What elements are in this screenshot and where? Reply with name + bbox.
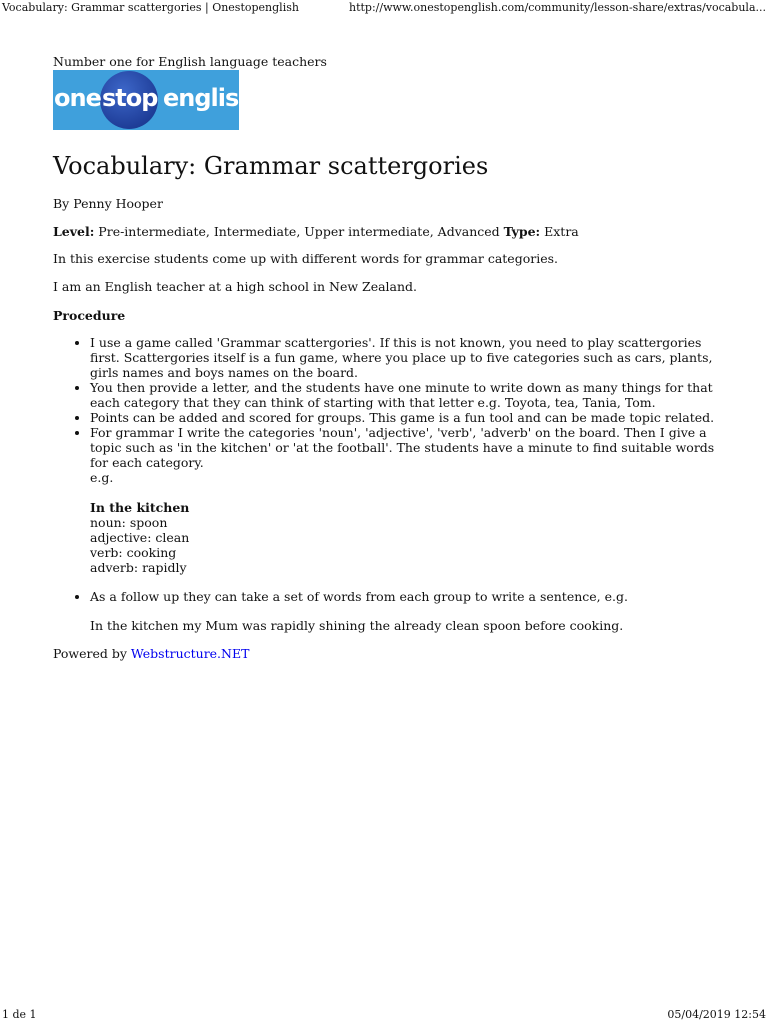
example-line: adjective: clean xyxy=(90,530,190,545)
print-page-title: Vocabulary: Grammar scattergories | Onestopenglish xyxy=(2,1,299,14)
procedure-step: • Points can be added and scored for groups. This game is a fun tool and can be made topic related. xyxy=(90,410,723,425)
webstructure-link[interactable]: Webstructure.NET xyxy=(130,646,250,661)
type-value: Extra xyxy=(540,224,579,239)
onestopenglish-logo[interactable] xyxy=(53,70,255,130)
author-about: I am an English teacher at a high school in New Zealand. xyxy=(53,279,418,294)
print-page-count: 1 de 1 xyxy=(2,1008,37,1021)
site-tagline: Number one for English language teachers xyxy=(53,54,327,69)
page-content xyxy=(53,54,723,661)
eg-label: e.g. xyxy=(90,470,114,485)
article-title: Vocabulary: Grammar scattergories xyxy=(53,152,489,180)
level-label: Level: xyxy=(53,224,95,239)
article-intro: In this exercise students come up with different words for grammar categories. xyxy=(53,251,558,266)
example-line: verb: cooking xyxy=(90,545,177,560)
level-type-line xyxy=(53,224,723,239)
procedure-step: • I use a game called 'Grammar scattergories'. If this is not known, you need to play scattergories first. Scattergories itself is a fun game, where you place up to five categories such as cars, plants, girls names and boys names on the board. xyxy=(90,335,723,380)
procedure-step: • You then provide a letter, and the students have one minute to write down as many things for that each category that they can think of starting with that letter e.g. Toyota, tea, Tania, Tom. xyxy=(90,380,723,410)
print-timestamp: 05/04/2019 12:54 xyxy=(667,1008,766,1021)
powered-prefix: Powered by xyxy=(53,646,131,661)
logo-word-english: english xyxy=(163,84,255,112)
type-label: Type: xyxy=(503,224,541,239)
level-value: Pre-intermediate, Intermediate, Upper intermediate, Advanced xyxy=(94,224,504,239)
example-line: noun: spoon xyxy=(90,515,168,530)
procedure-step-text: For grammar I write the categories 'noun', 'adjective', 'verb', 'adverb' on the board. Then I give a topic such as 'in the kitchen' or 'at the football'. The students have a minute to find suitable words for each category. xyxy=(90,425,715,470)
followup-step xyxy=(90,589,723,633)
logo-word-stop: stop xyxy=(102,84,158,112)
procedure-heading: Procedure xyxy=(53,308,126,323)
example-block xyxy=(90,500,723,575)
example-heading: In the kitchen xyxy=(90,500,190,515)
example-line: adverb: rapidly xyxy=(90,560,187,575)
print-header xyxy=(2,1,766,15)
article-author: By Penny Hooper xyxy=(53,196,163,211)
followup-text: As a follow up they can take a set of words from each group to write a sentence, e.g. xyxy=(90,589,628,604)
followup-list xyxy=(53,589,723,633)
procedure-list xyxy=(53,335,723,575)
print-url: http://www.onestopenglish.com/community/lesson-share/extras/vocabula... xyxy=(348,1,766,14)
logo-word-one: one xyxy=(54,84,101,112)
print-footer xyxy=(2,1008,766,1022)
example-sentence: In the kitchen my Mum was rapidly shining the already clean spoon before cooking. xyxy=(90,618,624,633)
powered-by xyxy=(53,646,723,661)
procedure-step xyxy=(90,425,723,575)
